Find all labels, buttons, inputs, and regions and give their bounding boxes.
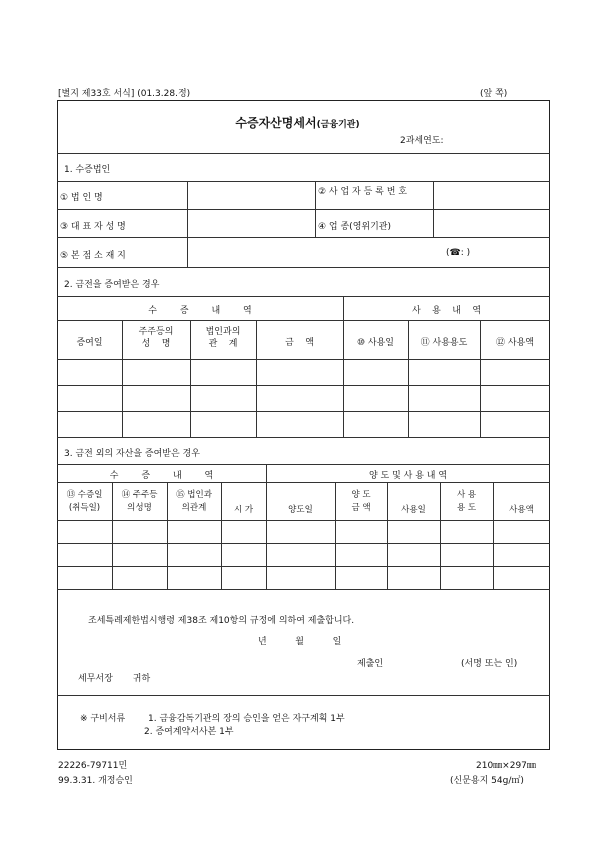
paper-type: (신문용지 54g/㎡) — [450, 776, 524, 786]
col-usage-purpose-3: 사 용 용 도 — [456, 490, 477, 513]
rep-name-field[interactable] — [188, 210, 314, 236]
signature-label: (서명 또는 인) — [461, 659, 518, 669]
attachments-label: ※ 구비서류 — [80, 714, 126, 724]
paper-size: 210㎜×297㎜ — [476, 761, 536, 771]
col-amount: 금 액 — [285, 338, 314, 348]
transfer-usage-header: 양 도 및 사 용 내 역 — [368, 471, 448, 481]
tax-year-label: 2과세연도: — [400, 136, 444, 146]
col-gift-date: 증여일 — [76, 338, 103, 348]
col-transfer-date: 양도일 — [288, 505, 313, 515]
receipt-details-header-3: 수 증 내 역 — [109, 471, 214, 481]
rep-name-label: ③ 대 표 자 성 명 — [60, 222, 126, 232]
submitter-label: 제출인 — [357, 659, 384, 669]
col-usage-date: ⑩ 사용일 — [356, 338, 394, 348]
date-line: 년 월 일 — [258, 637, 342, 647]
corp-name-field[interactable] — [188, 182, 314, 208]
col-usage-date-3: 사용일 — [401, 505, 426, 515]
col-receipt-date: ⑬ 수증일 (취득일) — [66, 490, 103, 513]
phone-label: (☎: ) — [446, 248, 471, 258]
col-shareholder-name-3: ⑭ 주주등 의성명 — [121, 490, 158, 513]
attachment-item-1: 1. 금융감독기관의 장의 승인을 얻은 자구계획 1부 — [148, 714, 345, 724]
col-relationship-3: ⑮ 법인과 의관계 — [176, 490, 212, 513]
form-reference: [별지 제33호 서식] (01.3.28.정) — [58, 89, 191, 99]
col-usage-purpose: ⑪ 사용용도 — [420, 338, 468, 348]
form-code: 22226-79711민 — [58, 761, 128, 771]
page-side: (앞 쪽) — [480, 89, 508, 99]
section1-heading: 1. 수증법인 — [64, 165, 111, 175]
business-type-label: ④ 업 종(영위기관) — [318, 222, 391, 232]
section2-heading: 2. 금전을 증여받은 경우 — [64, 280, 160, 290]
receipt-details-header: 수 증 내 역 — [148, 306, 252, 316]
section3-heading: 3. 금전 외의 자산을 증여받은 경우 — [64, 449, 200, 459]
corp-name-label: ① 법 인 명 — [60, 193, 103, 203]
col-usage-amount-3: 사용액 — [509, 505, 534, 515]
hq-address-field[interactable] — [188, 238, 428, 266]
business-type-field[interactable] — [434, 210, 549, 236]
recipient-label: 세무서장 귀하 — [78, 674, 151, 684]
biz-reg-no-field[interactable] — [434, 182, 549, 208]
biz-reg-no-label: ② 사 업 자 등 록 번 호 — [318, 187, 407, 197]
attachment-item-2: 2. 증여계약서사본 1부 — [144, 727, 234, 737]
approval-date: 99.3.31. 개정승인 — [58, 776, 133, 786]
form-title: 수증자산명세서(금융기관) — [235, 116, 360, 130]
col-market-price: 시 가 — [233, 505, 254, 515]
usage-details-header: 사 용 내 역 — [411, 306, 482, 316]
hq-address-label: ⑤ 본 점 소 재 지 — [60, 251, 126, 261]
col-usage-amount: ⑫ 사용액 — [496, 338, 534, 348]
col-transfer-amount: 양 도 금 액 — [351, 490, 371, 513]
declaration-statement: 조세특례제한법시행령 제38조 제10항의 규정에 의하여 제출합니다. — [88, 616, 355, 626]
col-shareholder-name: 주주등의 성 명 — [138, 327, 174, 349]
col-relationship: 법인과의 관 계 — [205, 327, 241, 349]
